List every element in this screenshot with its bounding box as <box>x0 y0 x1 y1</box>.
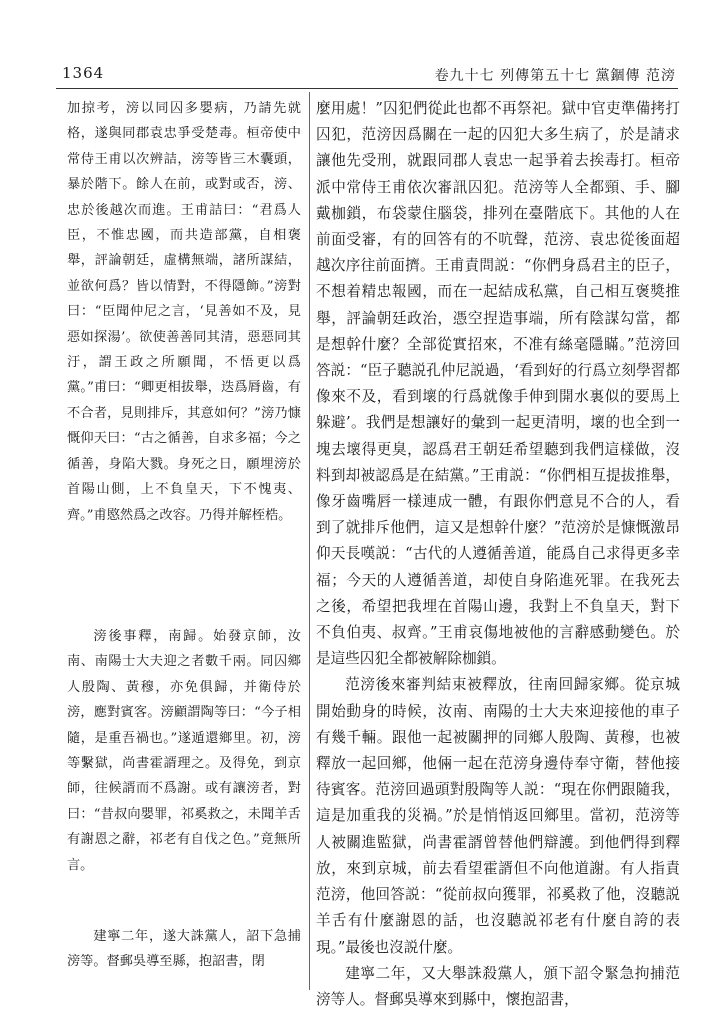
translation-paragraph: 麼用處！”囚犯們從此也都不再祭祀。獄中官吏準備拷打囚犯，范滂因爲關在一起的囚犯大多生病了，於是請求讓他先受刑，就跟同郡人袁忠一起爭着去挨毒打。桓帝派中常侍王甫依次審訊囚犯。范滂等人全都頸、手、腳戴枷鎖，布袋蒙住腦袋，排列在臺階底下。其他的人在前面受審，有的回答有的不吭聲，范滂、袁忠從後面超越次序往前面擠。王甫責問説：“你們身爲君主的臣子，不想着精忠報國，而在一起結成私黨，自己相互褒獎推舉，評論朝廷政治，憑空捏造事端，所有陰謀勾當，都是想幹什麼？全部從實招來，不准有絲毫隱瞞。”范滂回答説：“臣子聽説孔仲尼説過，‘看到好的行爲立刻學習都像來不及，看到壞的行爲就像手伸到開水裏似的要馬上躲避’。我們是想讓好的彙到一起更清明，壞的也全到一塊去壞得更臭，認爲君王朝廷希望聽到我們這樣做，沒料到却被認爲是在結黨。”王甫説：“你們相互提拔推舉，像牙齒嘴唇一樣連成一體，有跟你們意見不合的人，看到了就排斥他們，這又是想幹什麼？”范滂於是慷慨激昂仰天長嘆説：“古代的人遵循善道，能爲自己求得更多幸福；今天的人遵循善道，却使自身陷進死罪。在我死去之後，希望把我埋在首陽山邊，我對上不負皇天，對下不負伯夷、叔齊。”王甫哀傷地被他的言辭感動變色。於是這些囚犯全都被解除枷鎖。 <box>316 100 680 668</box>
classical-text-column <box>67 96 301 975</box>
classical-paragraph: 滂後事釋，南歸。始發京師，汝南、南陽士大夫迎之者數千兩。同囚鄉人殷陶、黃穆，亦免俱歸，并衛侍於滂，應對賓客。滂顧謂陶等曰：“今子相隨，是重吾禍也。”遂遁還鄉里。初，滂等繫獄，尚書霍諝理之。及得免，到京師，往候諝而不爲謝。或有讓滂者，對曰：“昔叔向嬰罪，祁奚救之，未聞羊舌有謝恩之辭，祁老有自伐之色。”竟無所言。 <box>67 628 301 873</box>
translation-paragraph: 建寧二年，又大舉誅殺黨人，頒下詔令緊急拘捕范滂等人。督郵吳導來到縣中，懷抱詔書， <box>316 964 680 1008</box>
classical-paragraph: 加掠考，滂以同囚多嬰病，乃請先就格，遂與同郡袁忠爭受楚毒。桓帝使中常侍王甫以次辨詰，滂等皆三木囊頭，暴於階下。餘人在前，或對或否，滂、忠於後越次而進。王甫詰曰：“君爲人臣，不惟忠國，而共造部黨，自相褒舉，評論朝廷，虛構無端，諸所謀結，並欲何爲？皆以情對，不得隱飾。”滂對曰：“臣聞仲尼之言，‘見善如不及，見惡如探湯’。欲使善善同其清，惡惡同其汙，謂王政之所願聞，不悟更以爲黨。”甫曰：“卿更相拔舉，迭爲脣齒，有不合者，見則排斥，其意如何？”滂乃慷慨仰天曰：“古之循善，自求多福；今之循善，身陷大戮。身死之日，願埋滂於首陽山側，上不負皇天，下不愧夷、齊。”甫愍然爲之改容。乃得并解桎梏。 <box>67 101 301 523</box>
column-divider <box>309 92 310 990</box>
translation-paragraph: 范滂後來審判結束被釋放，往南回歸家鄉。從京城開始動身的時候，汝南、南陽的士大夫來迎接他的車子有幾千輛。跟他一起被關押的同鄉人殷陶、黃穆，也被釋放一起回鄉，他倆一起在范滂身邊侍奉守衛，替他接待賓客。范滂回過頭對殷陶等人説：“現在你們跟隨我，這是加重我的災禍。”於是悄悄返回鄉里。當初，范滂等人被關進監獄，尚書霍諝曾替他們辯護。到他們得到釋放，來到京城，前去看望霍諝但不向他道謝。有人指責范滂，他回答説：“從前叔向獲罪，祁奚救了他，沒聽説羊舌有什麼謝恩的話，也沒聽説祁老有什麼自誇的表現。”最後也沒説什麼。 <box>316 676 680 956</box>
running-title: 卷九十七 列傳第五十七 黨錮傳 范滂 <box>434 68 676 84</box>
page-header <box>56 64 676 86</box>
translation-column <box>316 96 680 1013</box>
header-rule <box>56 88 678 89</box>
classical-paragraph: 建寧二年，遂大誅黨人，詔下急捕滂等。督郵吳導至縣，抱詔書，閉 <box>67 928 301 970</box>
page-number: 1364 <box>62 64 105 82</box>
